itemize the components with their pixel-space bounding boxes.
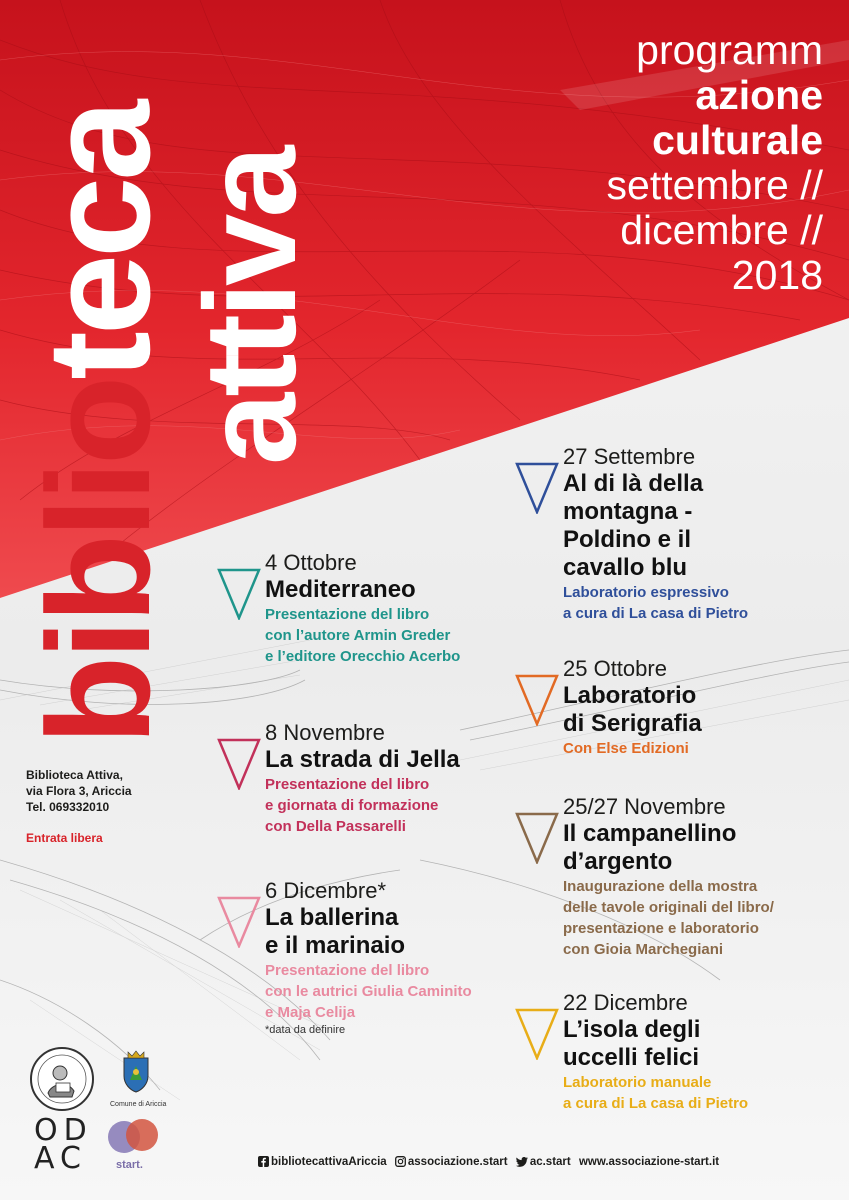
heading-line-5: dicembre // bbox=[620, 207, 823, 253]
heading-line-4: settembre // bbox=[606, 162, 823, 208]
event-title-line: Laboratorio bbox=[563, 682, 697, 709]
event-25-27-novembre bbox=[563, 794, 774, 960]
event-6-dicembre bbox=[265, 878, 472, 1036]
event-desc-line: con l’autore Armin Greder bbox=[265, 627, 451, 644]
event-date: 6 Dicembre* bbox=[265, 878, 387, 903]
event-title-line: di Serigrafia bbox=[563, 710, 702, 737]
coat-of-arms-icon bbox=[116, 1048, 156, 1094]
event-title-line: Mediterraneo bbox=[265, 576, 416, 603]
heading-line-3: culturale bbox=[652, 117, 823, 163]
event-25-ottobre bbox=[563, 656, 702, 759]
heading-line-6: 2018 bbox=[731, 252, 823, 298]
odac-logo bbox=[34, 1113, 102, 1176]
footer-facebook[interactable] bbox=[258, 1156, 390, 1168]
event-desc-line: a cura di La casa di Pietro bbox=[563, 1095, 749, 1112]
start-caption: start. bbox=[116, 1159, 143, 1171]
event-title-line: La strada di Jella bbox=[265, 746, 460, 773]
odac-line-2: AC bbox=[34, 1141, 87, 1176]
footer-social bbox=[258, 1156, 724, 1168]
event-desc-line: e Maja Celija bbox=[265, 1004, 356, 1021]
instagram-handle: associazione.start bbox=[407, 1156, 508, 1168]
event-title-line: e il marinaio bbox=[265, 932, 406, 959]
facebook-icon bbox=[258, 1156, 269, 1167]
event-desc-line: Presentazione del libro bbox=[265, 776, 430, 793]
event-desc-line: con Gioia Marchegiani bbox=[563, 941, 724, 958]
event-27-settembre bbox=[563, 444, 748, 624]
event-title-line: uccelli felici bbox=[563, 1044, 700, 1071]
event-desc-line: e l’editore Orecchio Acerbo bbox=[265, 648, 461, 665]
event-date: 25/27 Novembre bbox=[563, 794, 726, 819]
event-desc-line: Con Else Edizioni bbox=[563, 740, 689, 757]
event-desc-line: presentazione e laboratorio bbox=[563, 920, 759, 937]
twitter-icon bbox=[516, 1157, 528, 1167]
comune-caption: Comune di Ariccia bbox=[110, 1101, 167, 1108]
triangle-icon bbox=[515, 674, 559, 726]
title-biblioteca bbox=[17, 103, 180, 745]
event-title-line: cavallo blu bbox=[563, 554, 688, 581]
heading-line-1: programm bbox=[636, 27, 823, 73]
event-4-ottobre bbox=[265, 550, 460, 667]
event-date: 4 Ottobre bbox=[265, 550, 357, 575]
event-desc-line: delle tavole originali del libro/ bbox=[563, 899, 774, 916]
event-desc-line: con le autrici Giulia Caminito bbox=[265, 983, 472, 1000]
address-phone: Tel. 069332010 bbox=[26, 800, 110, 814]
triangle-icon bbox=[515, 812, 559, 864]
biblioteca-attiva-logo bbox=[30, 1047, 94, 1111]
program-heading bbox=[607, 28, 823, 298]
event-title-line: d’argento bbox=[563, 848, 673, 875]
event-desc-line: e giornata di formazione bbox=[265, 797, 439, 814]
website-url: www.associazione-start.it bbox=[578, 1156, 720, 1168]
start-logo bbox=[104, 1117, 164, 1171]
odac-line-1: OD bbox=[34, 1113, 93, 1148]
triangle-icon bbox=[515, 1008, 559, 1060]
library-address bbox=[26, 767, 132, 815]
footer-website[interactable] bbox=[579, 1156, 719, 1168]
triangle-icon bbox=[217, 896, 261, 948]
twitter-handle: ac.start bbox=[529, 1156, 571, 1168]
event-note: *data da definire bbox=[265, 1024, 346, 1036]
address-line-1: Biblioteca Attiva, bbox=[26, 768, 123, 782]
footer-twitter[interactable] bbox=[516, 1156, 574, 1168]
event-title-line: Poldino e il bbox=[563, 526, 692, 553]
event-8-novembre bbox=[265, 720, 460, 837]
event-22-dicembre bbox=[563, 990, 748, 1114]
event-title-line: montagna - bbox=[563, 498, 693, 525]
event-desc-line: con Della Passarelli bbox=[265, 818, 406, 835]
event-title-line: La ballerina bbox=[265, 904, 399, 931]
triangle-icon bbox=[217, 738, 261, 790]
address-line-2: via Flora 3, Ariccia bbox=[26, 784, 132, 798]
start-circles-icon bbox=[104, 1117, 164, 1159]
event-date: 8 Novembre bbox=[265, 720, 385, 745]
title-attiva: attiva bbox=[177, 149, 323, 465]
event-date: 25 Ottobre bbox=[563, 656, 667, 681]
footer-instagram[interactable] bbox=[395, 1156, 511, 1168]
event-desc-line: a cura di La casa di Pietro bbox=[563, 605, 749, 622]
triangle-icon bbox=[217, 568, 261, 620]
event-desc-line: Inaugurazione della mostra bbox=[563, 878, 758, 895]
instagram-icon bbox=[395, 1156, 406, 1167]
title-biblio-red: biblio bbox=[17, 379, 180, 745]
event-title-line: Il campanellino bbox=[563, 820, 737, 847]
event-title-line: L’isola degli bbox=[563, 1016, 701, 1043]
comune-ariccia-logo bbox=[110, 1048, 167, 1108]
event-desc-line: Presentazione del libro bbox=[265, 606, 430, 623]
facebook-handle: bibliotecattivaAriccia bbox=[271, 1156, 387, 1168]
heading-line-2: azione bbox=[695, 72, 823, 118]
event-desc-line: Laboratorio manuale bbox=[563, 1074, 712, 1091]
event-date: 27 Settembre bbox=[563, 444, 696, 469]
triangle-icon bbox=[515, 462, 559, 514]
event-desc-line: Presentazione del libro bbox=[265, 962, 430, 979]
title-teca-white: teca bbox=[17, 103, 180, 380]
reader-illustration-icon bbox=[32, 1049, 92, 1109]
event-date: 22 Dicembre bbox=[563, 990, 688, 1015]
event-title-line: Al di là della bbox=[563, 470, 704, 497]
event-desc-line: Laboratorio espressivo bbox=[563, 584, 729, 601]
entrance-note: Entrata libera bbox=[26, 831, 103, 845]
